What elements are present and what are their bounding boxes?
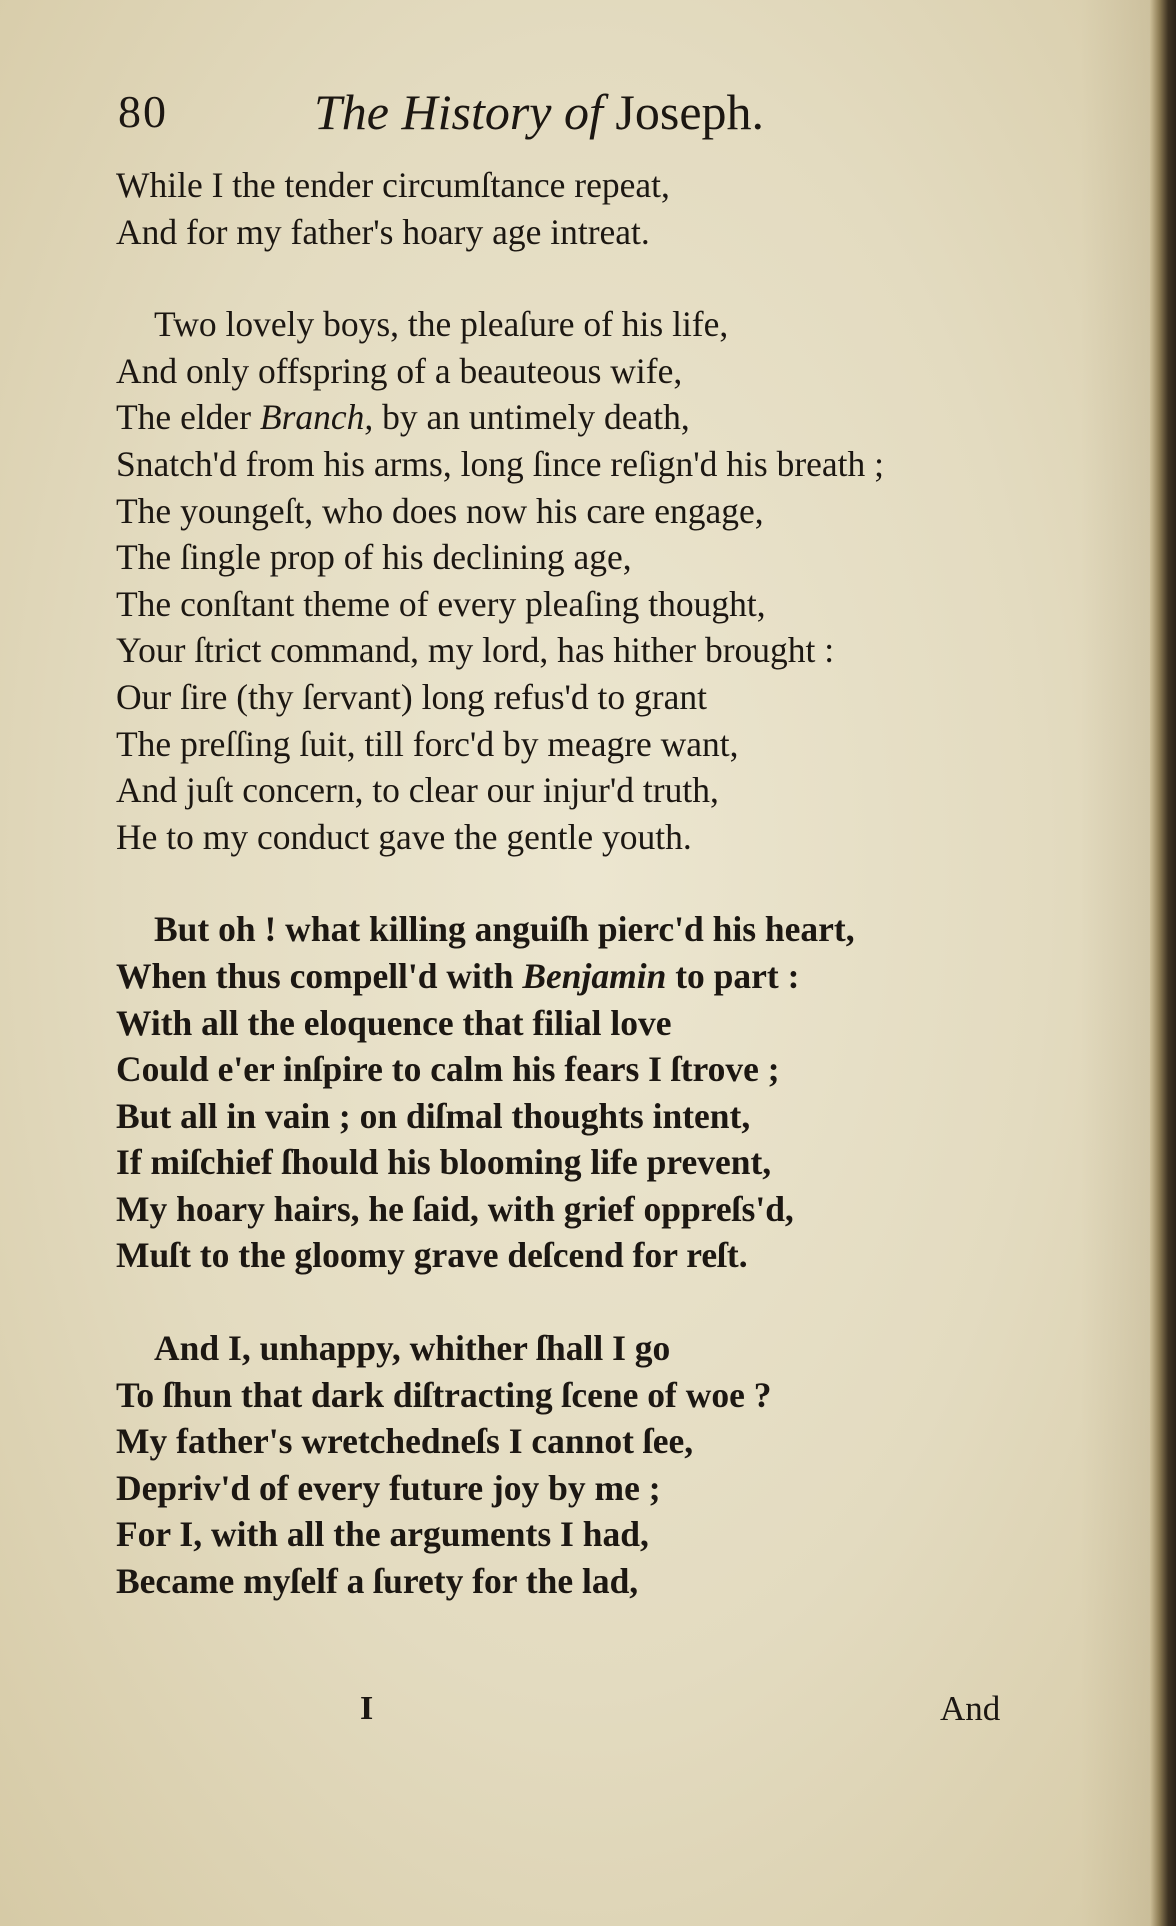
- verse-line: When thus compell'd with Benjamin to part :: [116, 955, 800, 996]
- verse-line: But oh ! what killing anguiſh pierc'd his heart,: [154, 909, 855, 950]
- verse-line: While I the tender circumſtance repeat,: [116, 165, 670, 205]
- verse-line: Could e'er inſpire to calm his fears I ſtrove ;: [116, 1049, 780, 1090]
- verse-line: But all in vain ; on diſmal thoughts intent,: [116, 1095, 751, 1136]
- signature-mark: I: [360, 1690, 374, 1727]
- verse-line: For I, with all the arguments I had,: [116, 1514, 649, 1555]
- verse-line: Your ſtrict command, my lord, has hither brought :: [116, 630, 835, 671]
- verse-line: Muſt to the gloomy grave deſcend for reſt.: [116, 1235, 748, 1276]
- stanza-3: [116, 906, 1016, 1279]
- stanza-2: [116, 301, 1016, 860]
- italic-name: Branch,: [259, 397, 374, 438]
- verse-line: And only offspring of a beauteous wife,: [116, 350, 683, 391]
- book-title-italic: The History of: [314, 84, 603, 140]
- verse-line: And juſt concern, to clear our injur'd truth,: [116, 770, 719, 811]
- verse-line: To ſhun that dark diſtracting ſcene of woe ?: [116, 1374, 772, 1415]
- verse-line: The preſſing ſuit, till forc'd by meagre want,: [116, 723, 739, 764]
- verse-line: Depriv'd of every future joy by me ;: [116, 1467, 661, 1508]
- verse-line: With all the eloquence that filial love: [116, 1002, 672, 1043]
- verse-line: Snatch'd from his arms, long ſince reſign'd his breath ;: [116, 443, 884, 484]
- verse-line: The elder Branch, by an untimely death,: [116, 397, 690, 438]
- book-title-name: Joseph.: [615, 84, 765, 140]
- stanza-1: [116, 162, 1016, 255]
- catchword: And: [940, 1689, 1001, 1728]
- verse-line: And for my father's hoary age intreat.: [116, 211, 650, 252]
- verse-line: The youngeſt, who does now his care engage,: [116, 490, 764, 531]
- running-header: [118, 82, 838, 142]
- verse-line: My hoary hairs, he ſaid, with grief oppreſs'd,: [116, 1188, 794, 1229]
- verse-line: The ſingle prop of his declining age,: [116, 537, 632, 578]
- verse-line: The conſtant theme of every pleaſing thought,: [116, 583, 766, 624]
- verse-line: Became myſelf a ſurety for the lad,: [116, 1561, 639, 1602]
- binding-shadow: [1080, 0, 1150, 1926]
- poem-body: [116, 162, 1016, 1605]
- verse-line: If miſchief ſhould his blooming life prevent,: [116, 1142, 772, 1183]
- verse-line: My father's wretchedneſs I cannot ſee,: [116, 1421, 694, 1462]
- verse-line: He to my conduct gave the gentle youth.: [116, 816, 692, 857]
- verse-line: And I, unhappy, whither ſhall I go: [154, 1328, 671, 1369]
- verse-line: Two lovely boys, the pleaſure of his life,: [154, 304, 729, 345]
- book-title: [314, 82, 764, 142]
- stanza-4: [116, 1325, 1016, 1605]
- verse-line: Our ſire (thy ſervant) long refus'd to grant: [116, 676, 707, 717]
- page-number: 80: [118, 86, 168, 137]
- binding-edge: [1150, 0, 1176, 1926]
- italic-name: Benjamin: [522, 955, 667, 996]
